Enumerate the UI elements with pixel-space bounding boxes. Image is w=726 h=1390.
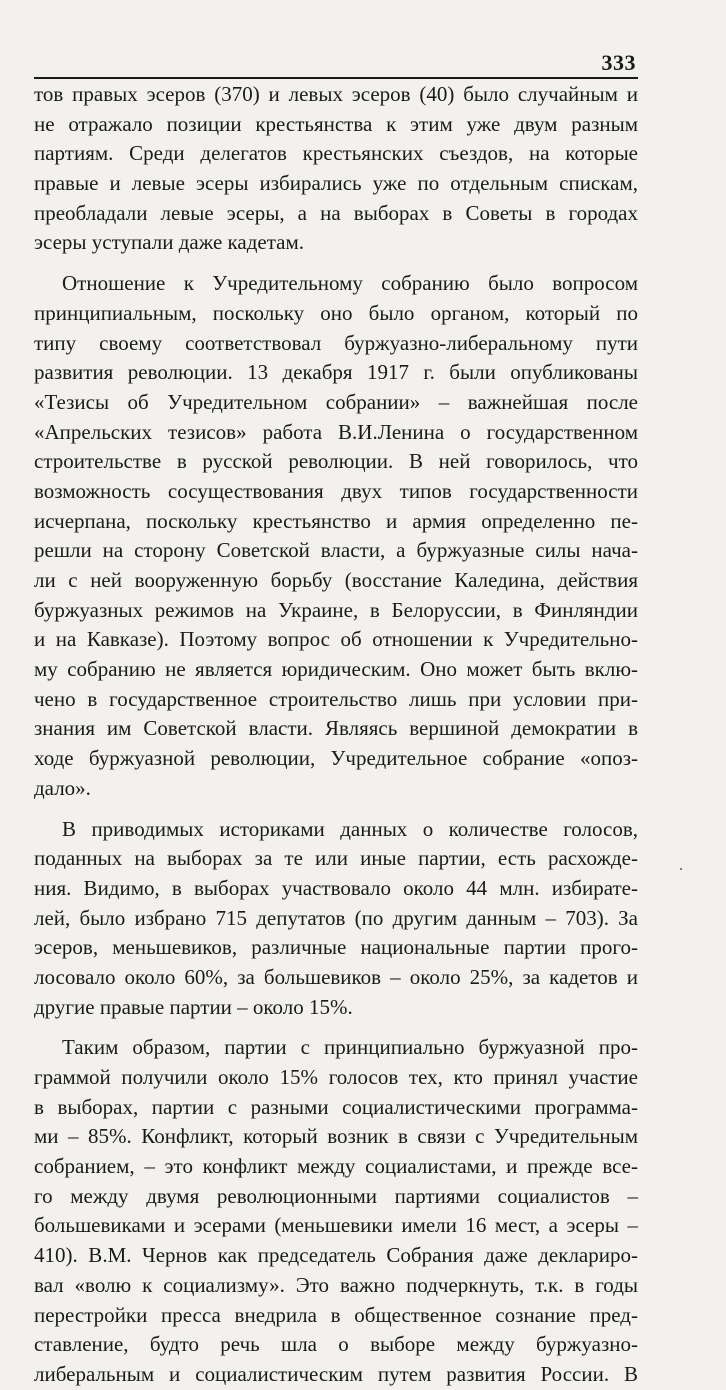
page-number: 333 bbox=[601, 50, 636, 75]
text-line: лосовало около 60%, за большевиков – около 25%, за кадетов и bbox=[34, 964, 638, 989]
text-line: ходе буржуазной революции, Учредительное собрание «опоз- bbox=[34, 746, 638, 771]
margin-dot bbox=[680, 868, 682, 870]
text-line: «Тезисы об Учредительном собрании» – важнейшая после bbox=[34, 389, 638, 414]
text-line: Отношение к Учредительному собранию было вопросом bbox=[62, 271, 638, 296]
text-line: большевиками и эсерами (меньшевики имели 16 мест, а эсеры – bbox=[34, 1213, 638, 1238]
text-line: преобладали левые эсеры, а на выборах в Советы в городах bbox=[34, 200, 638, 225]
text-line: ми – 85%. Конфликт, который возник в связи с Учредительным bbox=[34, 1124, 638, 1149]
text-line: собранием, – это конфликт между социалистами, и прежде все- bbox=[34, 1154, 638, 1179]
text-line: знания им Советской власти. Являясь вершиной демократии в bbox=[34, 716, 638, 741]
text-line: эсеры уступали даже кадетам. bbox=[34, 230, 305, 255]
text-line: поданных на выборах за те или иные партии, есть расхожде- bbox=[34, 846, 638, 871]
text-line: партиям. Среди делегатов крестьянских съездов, на которые bbox=[34, 141, 638, 166]
text-line: граммой получили около 15% голосов тех, кто принял участие bbox=[34, 1065, 638, 1089]
text-line: решли на сторону Советской власти, а буржуазные силы нача- bbox=[34, 538, 638, 563]
text-line: буржуазных режимов на Украине, в Белоруссии, в Финляндии bbox=[34, 597, 638, 622]
text-line: В приводимых историками данных о количестве голосов, bbox=[62, 816, 638, 841]
text-line: в выборах, партии с разными социалистическими программа- bbox=[34, 1094, 638, 1119]
text-line: другие правые партии – около 15%. bbox=[34, 994, 353, 1019]
text-line: исчерпана, поскольку крестьянство и армия определенно пе- bbox=[34, 508, 638, 533]
text-line: типу своему соответствовал буржуазно-либеральному пути bbox=[34, 330, 638, 355]
text-line: развития революции. 13 декабря 1917 г. были опубликованы bbox=[34, 360, 638, 385]
text-line: Таким образом, партии с принципиально буржуазной про- bbox=[62, 1035, 638, 1060]
body-text bbox=[34, 80, 638, 1390]
text-line: тов правых эсеров (370) и левых эсеров (40) было случайным и bbox=[34, 82, 638, 106]
paragraph-1 bbox=[34, 80, 638, 258]
text-line: эсеров, меньшевиков, различные национальные партии прого- bbox=[34, 935, 638, 960]
text-line: перестройки пресса внедрила в общественное сознание пред- bbox=[34, 1302, 638, 1327]
text-line: правые и левые эсеры избирались уже по отдельным спискам, bbox=[34, 171, 638, 196]
paragraph-2 bbox=[34, 269, 638, 803]
text-line: лей, было избрано 715 депутатов (по другим данным – 703). За bbox=[34, 905, 638, 930]
text-line: чено в государственное строительство лишь при условии при- bbox=[34, 686, 638, 711]
text-line: 410). В.М. Чернов как председатель Собрания даже деклариро- bbox=[34, 1243, 638, 1268]
text-line: вал «волю к социализму». Это важно подчеркнуть, т.к. в годы bbox=[34, 1272, 638, 1297]
text-line: возможность сосуществования двух типов государственности bbox=[34, 478, 638, 503]
text-line: му собранию не является юридическим. Оно может быть вклю- bbox=[34, 657, 638, 682]
paragraph-4 bbox=[34, 1033, 638, 1389]
text-line: ставление, будто речь шла о выборе между буржуазно- bbox=[34, 1332, 638, 1357]
paragraph-3 bbox=[34, 815, 638, 1023]
text-line: не отражало позиции крестьянства к этим уже двум разным bbox=[34, 111, 638, 136]
text-line: и на Кавказе). Поэтому вопрос об отношении к Учредительно- bbox=[34, 627, 638, 652]
text-line: либеральным и социалистическим путем развития России. В bbox=[34, 1361, 638, 1386]
text-line: го между двумя революционными партиями социалистов – bbox=[34, 1183, 638, 1208]
text-line: ния. Видимо, в выборах участвовало около 44 млн. избирате- bbox=[34, 875, 638, 900]
header-rule bbox=[34, 77, 638, 79]
text-line: «Апрельских тезисов» работа В.И.Ленина о государственном bbox=[34, 419, 638, 444]
text-line: ли с ней вооруженную борьбу (восстание Каледина, действия bbox=[34, 568, 638, 592]
text-line: принципиальным, поскольку оно было органом, который по bbox=[34, 300, 638, 325]
text-line: строительстве в русской революции. В ней говорилось, что bbox=[34, 449, 638, 474]
text-line: дало». bbox=[34, 775, 91, 800]
